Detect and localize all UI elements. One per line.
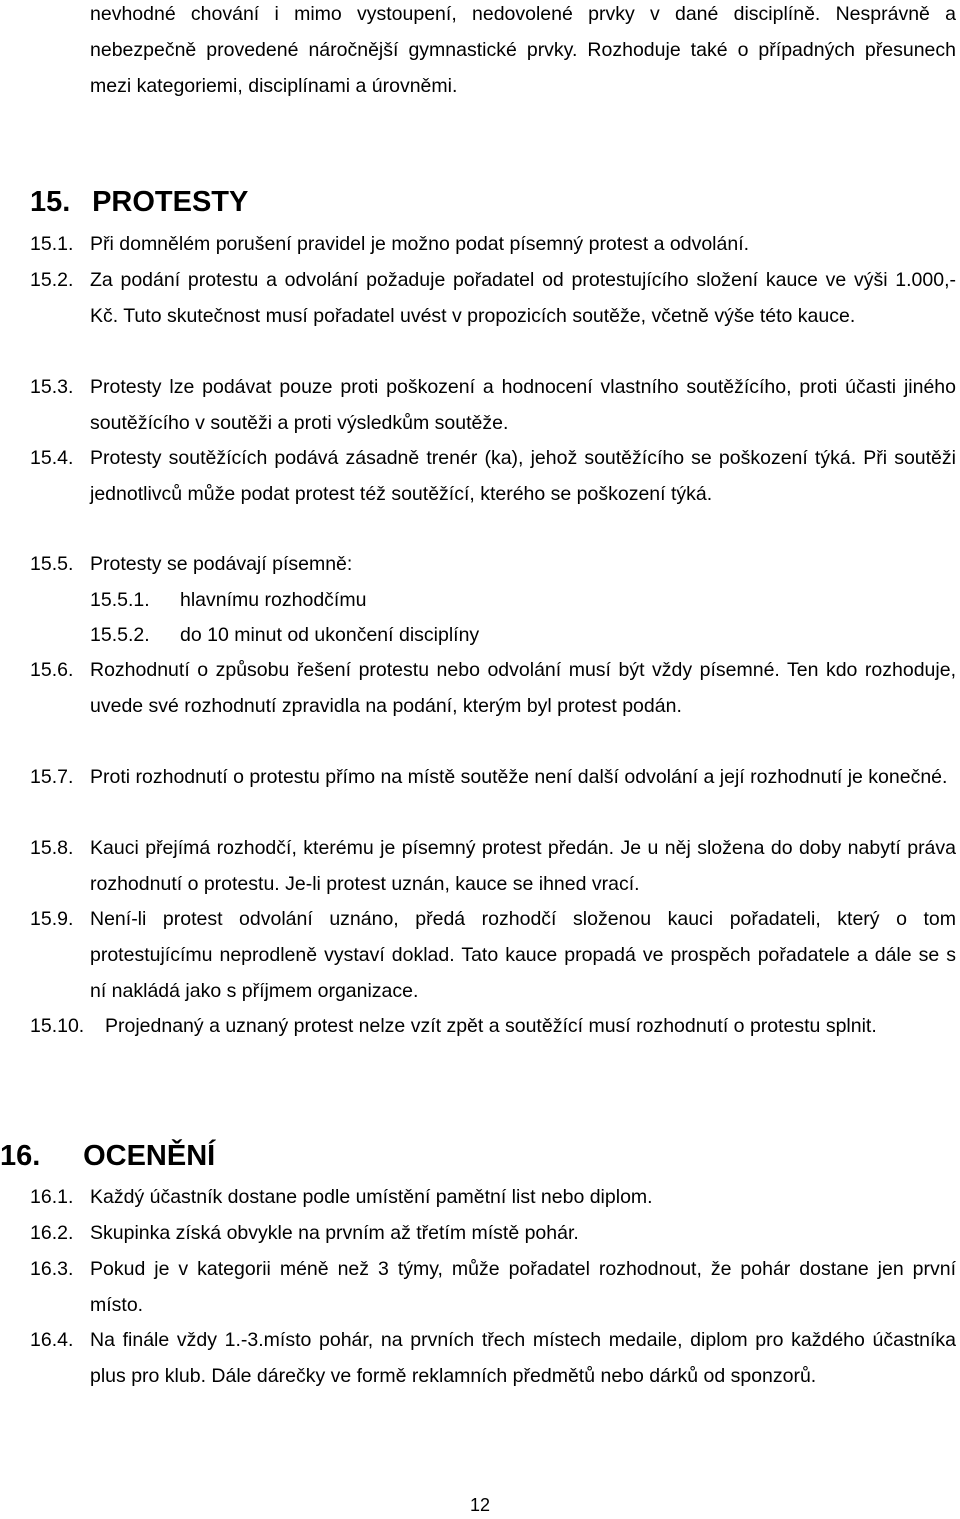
section-15-heading <box>30 184 248 220</box>
item-text: Protesty lze podávat pouze proti poškození a hodnocení vlastního soutěžícího, proti účasti jiného soutěžícího v soutěži a proti výsledkům soutěže. <box>90 376 956 434</box>
item-text: Pokud je v kategorii méně než 3 týmy, může pořadatel rozhodnout, že pohár dostane jen první místo. <box>90 1258 956 1316</box>
page-number: 12 <box>469 1495 491 1515</box>
item-number: 15.4. <box>30 447 74 469</box>
item-15-7 <box>30 759 956 795</box>
item-text: Proti rozhodnutí o protestu přímo na místě soutěže není další odvolání a její rozhodnutí je konečné. <box>90 766 948 788</box>
item-15-2 <box>30 262 956 334</box>
item-number: 16.4. <box>30 1329 74 1351</box>
item-text: Projednaný a uznaný protest nelze vzít zpět a soutěžící musí rozhodnutí o protestu splnit. <box>105 1015 877 1037</box>
item-text: Na finále vždy 1.-3.místo pohár, na prvních třech místech medaile, diplom pro každého účastníka plus pro klub. Dále dárečky ve formě reklamních předmětů nebo dárků od sponzorů. <box>90 1329 956 1387</box>
item-text: Skupinka získá obvykle na prvním až třetím místě pohár. <box>90 1222 579 1244</box>
item-15-5 <box>30 546 956 582</box>
item-number: 15.2. <box>30 269 74 291</box>
item-number: 16.1. <box>30 1186 74 1208</box>
item-number: 15.5. <box>30 553 74 575</box>
sub-item-15-5-1 <box>90 582 366 618</box>
item-15-9 <box>30 901 956 1009</box>
sub-item-text: hlavnímu rozhodčímu <box>180 589 367 611</box>
item-text: Kauci přejímá rozhodčí, kterému je písemný protest předán. Je u něj složena do doby nabytí práva rozhodnutí o protestu. Je-li protest uznán, kauce se ihned vrací. <box>90 837 956 895</box>
item-15-10 <box>30 1008 956 1044</box>
item-number: 15.7. <box>30 766 74 788</box>
section-15-title: PROTESTY <box>92 186 249 218</box>
item-15-1 <box>30 226 956 262</box>
item-text: Za podání protestu a odvolání požaduje pořadatel od protestujícího složení kauce ve výši 1.000,- Kč. Tuto skutečnost musí pořadatel uvést v propozicích soutěže, včetně výše této kauce. <box>90 269 956 327</box>
item-number: 15.9. <box>30 908 74 930</box>
item-number: 15.1. <box>30 233 74 255</box>
item-text: Protesty soutěžících podává zásadně trenér (ka), jehož soutěžícího se poškození týká. Při soutěži jednotlivců může podat protest též soutěžící, kterého se poškození týká. <box>90 447 956 505</box>
item-text: Každý účastník dostane podle umístění pamětní list nebo diplom. <box>90 1186 653 1208</box>
item-16-2 <box>30 1215 956 1251</box>
item-number: 15.10. <box>30 1015 85 1037</box>
intro-paragraph: nevhodné chování i mimo vystoupení, nedovolené prvky v dané disciplíně. Nesprávně a nebezpečně provedené náročnější gymnastické prvky. Rozhoduje také o případných přesunech mezi kategoriemi, disciplínami a úrovněmi. <box>90 3 956 97</box>
item-16-3 <box>30 1251 956 1323</box>
item-number: 16.2. <box>30 1222 74 1244</box>
item-text: Není-li protest odvolání uznáno, předá rozhodčí složenou kauci pořadateli, který o tom protestujícímu neprodleně vystaví doklad. Tato kauce propadá ve prospěch pořadatele a dále se s ní nakládá jako s příjmem organizace. <box>90 908 956 1002</box>
sub-item-number: 15.5.1. <box>90 589 150 611</box>
item-15-4 <box>30 440 956 512</box>
item-15-8 <box>30 830 956 902</box>
item-number: 15.3. <box>30 376 74 398</box>
item-text: Při domnělém porušení pravidel je možno podat písemný protest a odvolání. <box>90 233 750 255</box>
item-16-4 <box>30 1322 956 1394</box>
item-16-1 <box>30 1179 956 1215</box>
sub-item-15-5-2 <box>90 617 479 653</box>
section-16-number: 16. <box>0 1140 41 1172</box>
section-16-title: OCENĚNÍ <box>83 1140 216 1172</box>
item-number: 15.6. <box>30 659 74 681</box>
item-number: 15.8. <box>30 837 74 859</box>
item-text: Protesty se podávají písemně: <box>90 553 353 575</box>
item-15-3 <box>30 369 956 441</box>
sub-item-number: 15.5.2. <box>90 624 150 646</box>
item-text: Rozhodnutí o způsobu řešení protestu nebo odvolání musí být vždy písemné. Ten kdo rozhoduje, uvede své rozhodnutí zpravidla na podání, kterým byl protest podán. <box>90 659 956 717</box>
item-15-6 <box>30 652 956 724</box>
sub-item-text: do 10 minut od ukončení disciplíny <box>180 624 480 646</box>
section-15-number: 15. <box>30 186 71 218</box>
section-16-heading <box>0 1138 215 1174</box>
item-number: 16.3. <box>30 1258 74 1280</box>
